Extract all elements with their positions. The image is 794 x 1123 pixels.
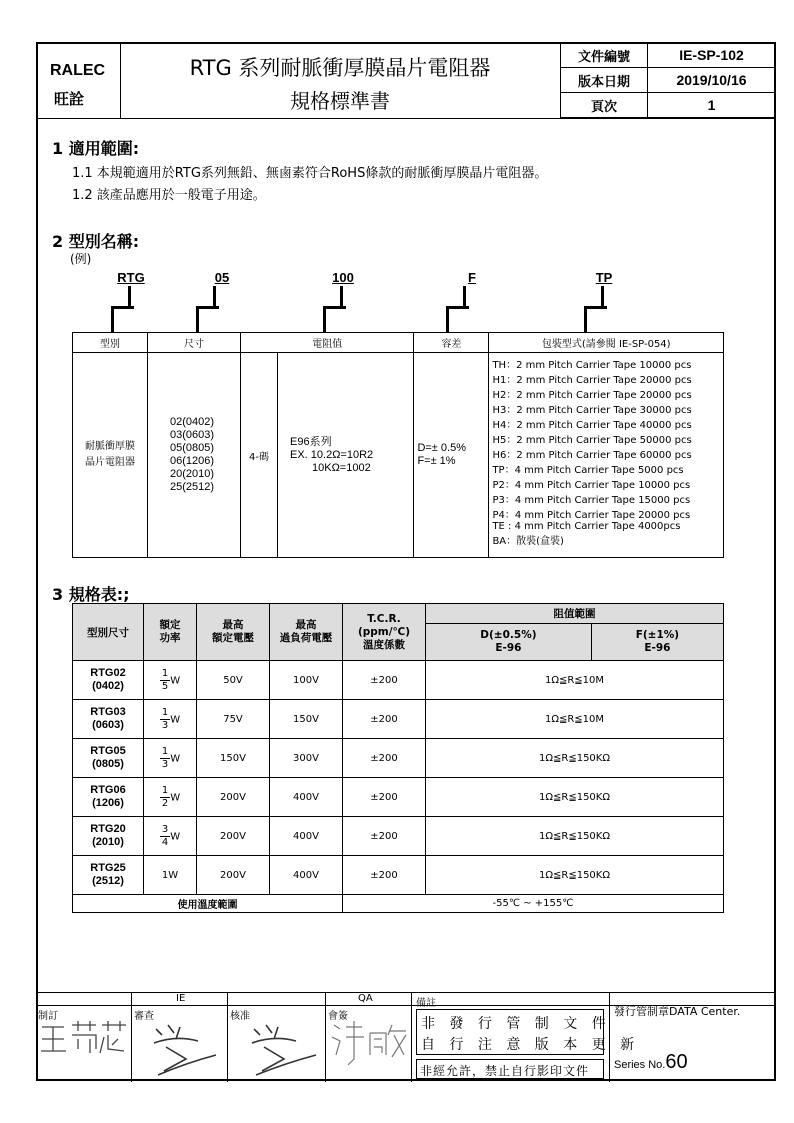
spec-model: RTG02 (0402) <box>73 661 144 700</box>
company-name-en: RALEC <box>50 62 106 79</box>
spec-resistance-range: 1Ω≦R≦150KΩ <box>426 856 724 895</box>
doc-no-value: IE-SP-102 <box>648 43 776 68</box>
spec-rated-voltage: 200V <box>197 778 270 817</box>
signature-approver <box>242 1019 322 1077</box>
spec-tcr: ±200 <box>343 661 426 700</box>
packaging-option: H3：2 mm Pitch Carrier Tape 30000 pcs <box>492 405 692 416</box>
size-item: 05(0805) <box>170 442 215 454</box>
size-item: 03(0603) <box>170 429 215 441</box>
spec-resistance-range: 1Ω≦R≦150KΩ <box>426 739 724 778</box>
packaging-option: TE : 4 mm Pitch Carrier Tape 4000pcs <box>492 521 681 532</box>
spec-rated-voltage: 200V <box>197 817 270 856</box>
col-tolerance: 容差 <box>414 333 489 353</box>
spec-row <box>73 700 724 739</box>
note-label: 備註 <box>416 998 436 1009</box>
col-size: 尺寸 <box>148 333 241 353</box>
section-1-item-2: 1.2 該產品應用於一般電子用途。 <box>72 188 266 203</box>
size-item: 20(2010) <box>170 468 215 480</box>
hdr-tcr: T.C.R. (ppm/℃) 溫度係數 <box>343 604 426 661</box>
copy-prohibited-notice <box>416 1059 604 1079</box>
spec-overload-voltage: 100V <box>270 661 343 700</box>
document-header <box>36 42 776 119</box>
packaging-option: H2：2 mm Pitch Carrier Tape 20000 pcs <box>492 390 692 401</box>
page-value: 1 <box>648 93 776 118</box>
spec-rated-voltage: 75V <box>197 700 270 739</box>
notice-line-3: 非經允許，禁止自行影印文件 <box>420 1064 590 1078</box>
signature-maker <box>38 1019 130 1055</box>
uncontrolled-doc-notice <box>416 1009 640 1055</box>
spec-row <box>73 739 724 778</box>
code-size: 05 <box>214 270 230 285</box>
title-line-1: RTG 系列耐脈衝厚膜晶片電阻器 <box>189 56 491 80</box>
tolerance-cell <box>414 353 489 558</box>
col-packaging: 包裝型式(請參閱 IE-SP-054) <box>489 333 724 353</box>
resistance-line: EX. 10.2Ω=10R2 <box>290 448 374 461</box>
notice-line-2: 自 行 注 意 版 本 更 新 <box>421 1037 640 1053</box>
type-line: 晶片電阻器 <box>85 457 135 468</box>
spec-row <box>73 817 724 856</box>
hdr-overload-voltage: 最高 過負荷電壓 <box>270 604 343 661</box>
packaging-option: TP：4 mm Pitch Carrier Tape 5000 pcs <box>492 465 684 476</box>
ie-label: IE <box>176 993 186 1004</box>
section-1-item-1: 1.1 本規範適用於RTG系列無鉛、無鹵素符合RoHS條款的耐脈衝厚膜晶片電阻器。 <box>72 166 548 181</box>
spec-resistance-range: 1Ω≦R≦150KΩ <box>426 778 724 817</box>
series-value: 60 <box>665 1051 688 1073</box>
packaging-option: P4：4 mm Pitch Carrier Tape 20000 pcs <box>492 510 691 521</box>
resistance-cell <box>278 353 414 558</box>
packaging-option: H5：2 mm Pitch Carrier Tape 50000 pcs <box>492 435 692 446</box>
spec-overload-voltage: 400V <box>270 817 343 856</box>
page-label: 頁次 <box>561 93 648 118</box>
spec-table <box>72 603 724 913</box>
hdr-d: D(±0.5%) E-96 <box>426 624 592 661</box>
packaging-option: H1：2 mm Pitch Carrier Tape 20000 pcs <box>492 375 692 386</box>
size-item: 02(0402) <box>170 416 215 428</box>
code-type: RTG <box>117 270 145 285</box>
spec-overload-voltage: 150V <box>270 700 343 739</box>
spec-power: $\frac{1}{3}$ W <box>144 739 197 778</box>
doc-no-label: 文件編號 <box>561 43 648 68</box>
temp-range-value: -55℃ ~ +155℃ <box>343 895 724 913</box>
temp-range-label: 使用溫度範圍 <box>73 895 343 913</box>
spec-rated-voltage: 50V <box>197 661 270 700</box>
packaging-option: P2：4 mm Pitch Carrier Tape 10000 pcs <box>492 480 691 491</box>
size-item: 25(2512) <box>170 481 215 493</box>
spec-overload-voltage: 300V <box>270 739 343 778</box>
spec-power: 1W <box>144 856 197 895</box>
bracket-resistance <box>323 306 346 333</box>
section-1-title: 1 適用範圍: <box>52 139 140 158</box>
footer-signoff <box>36 992 776 1082</box>
document-meta-table <box>560 42 776 118</box>
notice-line-1: 非 發 行 管 制 文 件 <box>421 1016 611 1032</box>
bracket-packaging <box>584 306 607 333</box>
spec-model: RTG05 (0805) <box>73 739 144 778</box>
bracket-size <box>196 306 219 333</box>
hdr-range: 阻值範圍 <box>426 604 724 624</box>
spec-power: $\frac{1}{2}$ W <box>144 778 197 817</box>
type-line: 耐脈衝厚膜 <box>85 441 135 452</box>
spec-tcr: ±200 <box>343 778 426 817</box>
col-resistance: 電阻值 <box>241 333 414 353</box>
company-name-zh: 旺詮 <box>54 90 85 108</box>
version-date-value: 2019/10/16 <box>648 68 776 93</box>
tolerance-line: F=± 1% <box>417 455 456 467</box>
packaging-option: H6：2 mm Pitch Carrier Tape 60000 pcs <box>492 450 692 461</box>
col-type: 型別 <box>73 333 148 353</box>
code-tolerance: F <box>468 270 476 285</box>
hdr-f: F(±1%) E-96 <box>591 624 723 661</box>
bracket-tolerance <box>446 306 469 333</box>
spec-tcr: ±200 <box>343 739 426 778</box>
review-label: 審查 <box>134 1011 154 1022</box>
section-2-title: 2 型別名稱: <box>52 232 140 251</box>
spec-overload-voltage: 400V <box>270 778 343 817</box>
spec-power: $\frac{3}{4}$ W <box>144 817 197 856</box>
countersign-label: 會簽 <box>328 1011 348 1022</box>
spec-row <box>73 778 724 817</box>
resistance-line: 10KΩ=1002 <box>312 461 371 474</box>
spec-tcr: ±200 <box>343 817 426 856</box>
series-number <box>614 1051 688 1074</box>
approve-label: 核准 <box>230 1011 250 1022</box>
packaging-option: P3：4 mm Pitch Carrier Tape 15000 pcs <box>492 495 691 506</box>
spec-rated-voltage: 150V <box>197 739 270 778</box>
code-packaging: TP <box>595 270 613 285</box>
spec-power: $\frac{1}{5}$ W <box>144 661 197 700</box>
hdr-type: 型別尺寸 <box>73 604 144 661</box>
spec-tcr: ±200 <box>343 856 426 895</box>
packaging-option: TH：2 mm Pitch Carrier Tape 10000 pcs <box>492 360 692 371</box>
signature-countersign <box>328 1015 410 1075</box>
spec-resistance-range: 1Ω≦R≦150KΩ <box>426 817 724 856</box>
made-label: 制訂 <box>38 1011 58 1022</box>
spec-power: $\frac{1}{3}$ W <box>144 700 197 739</box>
series-label: Series No. <box>614 1059 666 1071</box>
example-label: (例) <box>70 252 92 266</box>
company-logo <box>36 42 121 118</box>
spec-model: RTG06 (1206) <box>73 778 144 817</box>
hdr-rated-voltage: 最高 額定電壓 <box>197 604 270 661</box>
digits-cell: 4-碼 <box>241 353 278 558</box>
type-cell <box>73 353 148 558</box>
qa-label: QA <box>358 993 373 1004</box>
code-resistance: 100 <box>332 270 354 285</box>
version-date-label: 版本日期 <box>561 68 648 93</box>
title-line-2: 規格標準書 <box>290 89 390 113</box>
hdr-power: 額定 功率 <box>144 604 197 661</box>
tolerance-line: D=± 0.5% <box>417 442 466 454</box>
spec-row <box>73 661 724 700</box>
spec-overload-voltage: 400V <box>270 856 343 895</box>
spec-resistance-range: 1Ω≦R≦10M <box>426 661 724 700</box>
packaging-option: BA：散裝(盒裝) <box>492 536 564 547</box>
section-3-title: 3 規格表:; <box>52 585 130 604</box>
spec-model: RTG03 (0603) <box>73 700 144 739</box>
issue-stamp-label: 發行管制章DATA Center. <box>614 1005 741 1018</box>
spec-tcr: ±200 <box>343 700 426 739</box>
spec-row <box>73 856 724 895</box>
spec-model: RTG25 (2512) <box>73 856 144 895</box>
spec-resistance-range: 1Ω≦R≦10M <box>426 700 724 739</box>
spec-rated-voltage: 200V <box>197 856 270 895</box>
bracket-type <box>111 306 134 333</box>
resistance-line: E96系列 <box>290 435 332 448</box>
signature-reviewer <box>146 1019 222 1077</box>
packaging-option: H4：2 mm Pitch Carrier Tape 40000 pcs <box>492 420 692 431</box>
size-item: 06(1206) <box>170 455 215 467</box>
document-title <box>120 42 561 118</box>
packaging-cell <box>489 353 724 558</box>
spec-model: RTG20 (2010) <box>73 817 144 856</box>
size-cell <box>148 353 241 558</box>
type-designation-table <box>72 332 724 558</box>
